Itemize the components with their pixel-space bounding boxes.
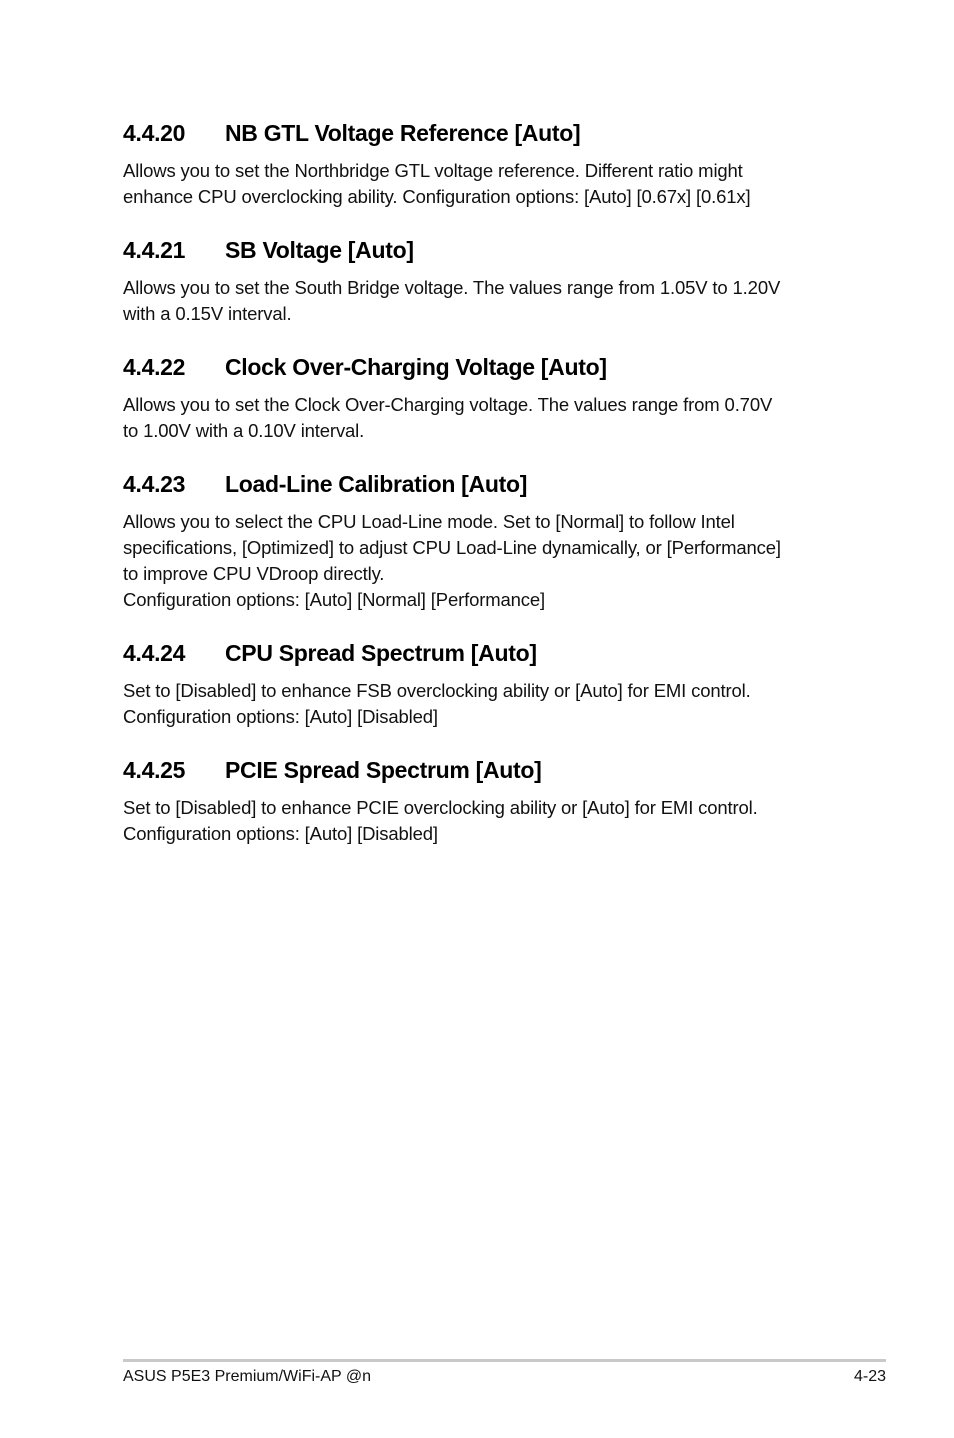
description-line: enhance CPU overclocking ability. Configuration options: [Auto] [0.67x] [0.61x] (123, 186, 751, 207)
section-number: 4.4.20 (123, 120, 186, 146)
section-cpu-spread-spectrum (123, 637, 843, 730)
section-description (123, 678, 843, 730)
description-line: specifications, [Optimized] to adjust CPU Load-Line dynamically, or [Performance] (123, 537, 781, 558)
description-line: to improve CPU VDroop directly. (123, 563, 385, 584)
footer-product-name: ASUS P5E3 Premium/WiFi-AP @n (123, 1368, 372, 1385)
section-heading (123, 117, 843, 149)
description-line: with a 0.15V interval. (123, 303, 292, 324)
section-number: 4.4.21 (123, 237, 186, 263)
manual-page-content (123, 117, 843, 847)
description-line: to 1.00V with a 0.10V interval. (123, 420, 365, 441)
description-line: Allows you to set the Clock Over-Charging voltage. The values range from 0.70V (123, 394, 773, 415)
section-pcie-spread-spectrum (123, 754, 843, 847)
section-description (123, 509, 843, 613)
section-number: 4.4.23 (123, 471, 186, 497)
section-title: SB Voltage [Auto] (225, 237, 414, 263)
section-nb-gtl-voltage-reference (123, 117, 843, 210)
section-sb-voltage (123, 234, 843, 327)
description-line: Set to [Disabled] to enhance PCIE overclocking ability or [Auto] for EMI control. (123, 797, 758, 818)
configuration-options-line: Configuration options: [Auto] [Disabled] (123, 823, 438, 844)
section-heading (123, 234, 843, 266)
configuration-options-line: Configuration options: [Auto] [Normal] [Performance] (123, 589, 546, 610)
section-heading (123, 754, 843, 786)
description-line: Allows you to select the CPU Load-Line mode. Set to [Normal] to follow Intel (123, 511, 735, 532)
section-number: 4.4.25 (123, 757, 186, 783)
section-heading (123, 637, 843, 669)
section-title: CPU Spread Spectrum [Auto] (225, 640, 537, 666)
section-title: NB GTL Voltage Reference [Auto] (225, 120, 581, 146)
section-description (123, 392, 843, 444)
description-line: Allows you to set the South Bridge voltage. The values range from 1.05V to 1.20V (123, 277, 781, 298)
section-clock-over-charging-voltage (123, 351, 843, 444)
section-load-line-calibration (123, 468, 843, 613)
configuration-options-line: Configuration options: [Auto] [Disabled] (123, 706, 438, 727)
description-line: Allows you to set the Northbridge GTL voltage reference. Different ratio might (123, 160, 743, 181)
section-title: PCIE Spread Spectrum [Auto] (225, 757, 542, 783)
section-description (123, 158, 843, 210)
section-number: 4.4.24 (123, 640, 186, 666)
section-number: 4.4.22 (123, 354, 186, 380)
description-line: Set to [Disabled] to enhance FSB overclocking ability or [Auto] for EMI control. (123, 680, 751, 701)
section-description (123, 275, 843, 327)
section-heading (123, 351, 843, 383)
footer-page-number: 4-23 (853, 1368, 886, 1385)
section-heading (123, 468, 843, 500)
section-title: Clock Over-Charging Voltage [Auto] (225, 354, 607, 380)
footer-divider (123, 1359, 886, 1362)
section-description (123, 795, 843, 847)
section-title: Load-Line Calibration [Auto] (225, 471, 528, 497)
